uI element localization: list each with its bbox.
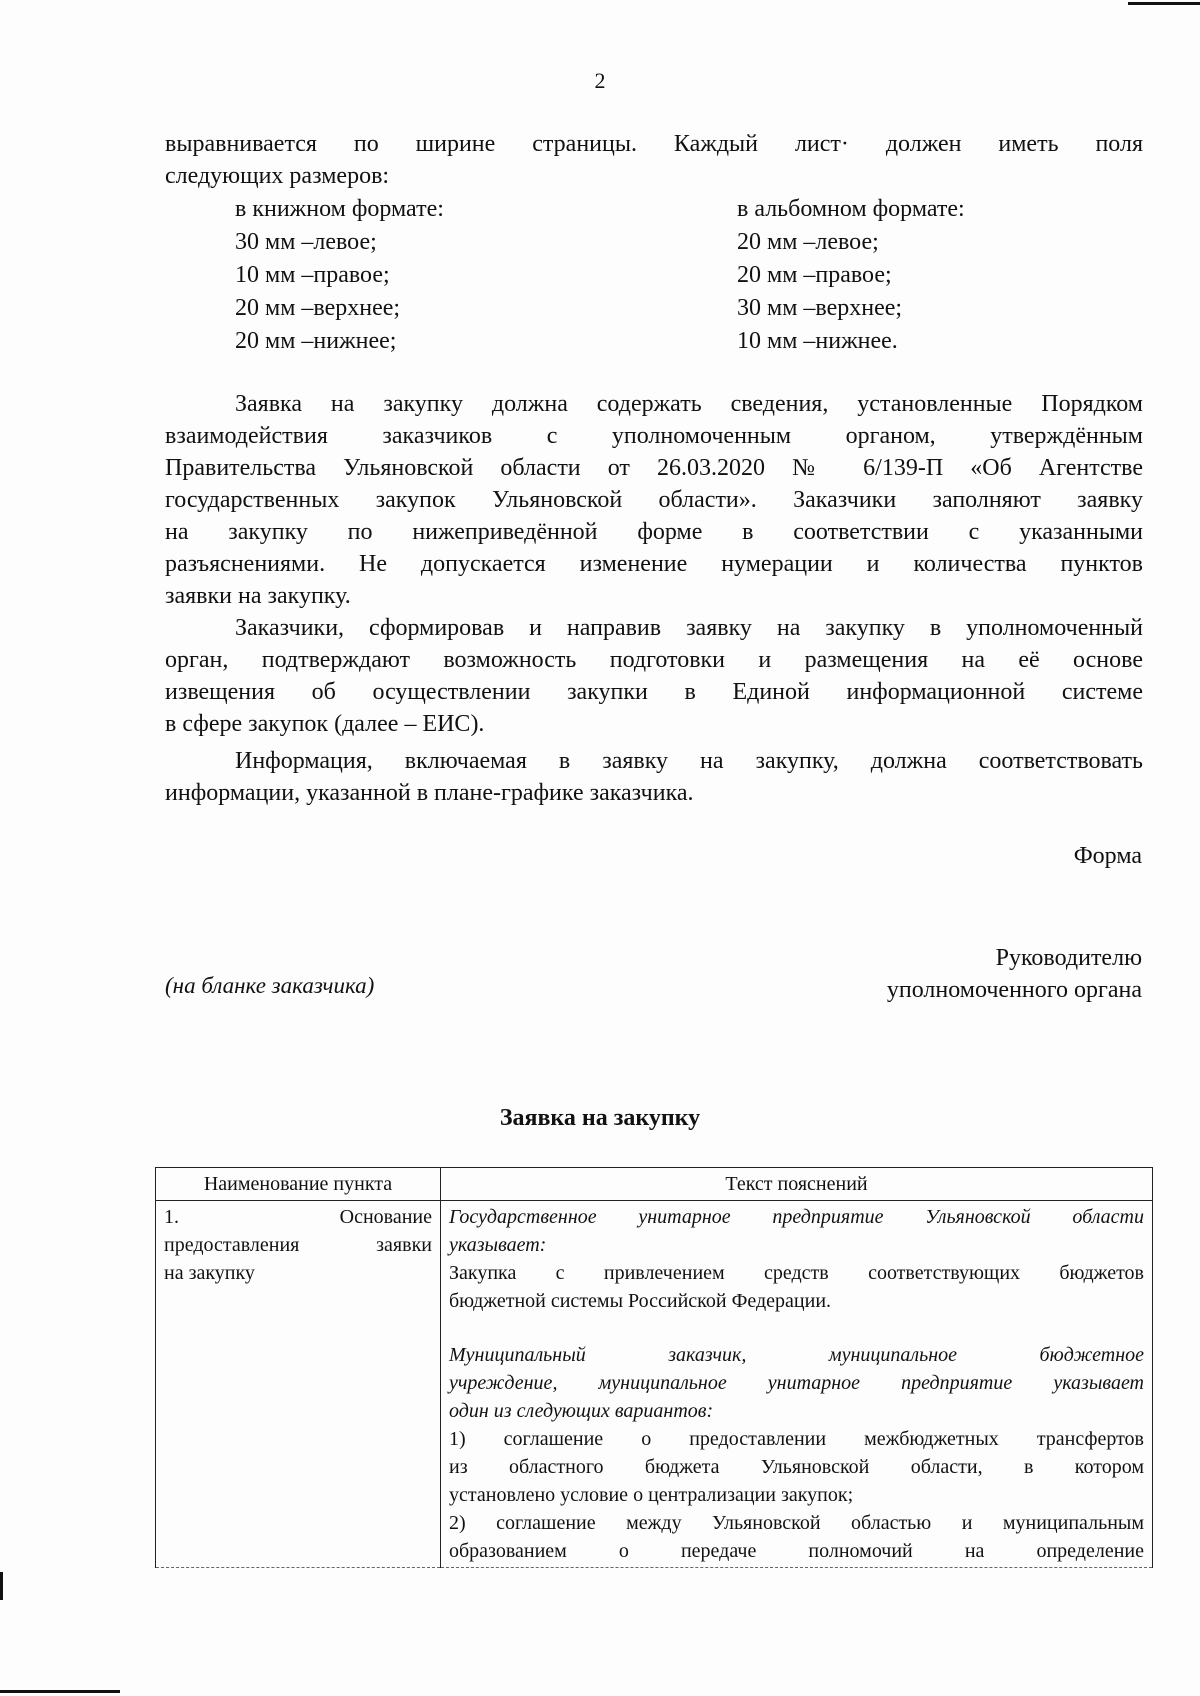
intro-line-1: выравнивается по ширине страницы. Каждый лист· должен иметь поля [165, 131, 1143, 157]
document-title: Заявка на закупку [499, 1105, 701, 1131]
paragraph-line: в сфере закупок (далее – ЕИС). [165, 711, 485, 737]
paragraph-line: Заказчики, сформировав и направив заявку на закупку в уполномоченный [235, 615, 1143, 641]
explanation-line: указывает: [449, 1234, 547, 1256]
landscape-item: 20 мм –левое; [737, 229, 879, 255]
item-line: на закупку [164, 1262, 255, 1284]
addressee-line-1: Руководителю [995, 945, 1142, 971]
paragraph-line: на закупку по нижеприведённой форме в соответствии с указанными [165, 519, 1143, 545]
request-table [155, 1167, 1153, 1568]
landscape-item: 10 мм –нижнее. [737, 328, 898, 354]
portrait-item: 20 мм –верхнее; [235, 295, 401, 321]
paragraph-line: взаимодействия заказчиков с уполномоченным органом, утверждённым [165, 423, 1143, 449]
portrait-item: 20 мм –нижнее; [235, 328, 397, 354]
landscape-item: 30 мм –верхнее; [737, 295, 903, 321]
portrait-item: 10 мм –правое; [235, 262, 390, 288]
item-name-cell [156, 1201, 441, 1568]
page-number: 2 [594, 68, 606, 93]
explanation-cell [441, 1201, 1153, 1568]
paragraph-line: государственных закупок Ульяновской области». Заказчики заполняют заявку [165, 487, 1143, 513]
form-label: Форма [1073, 843, 1142, 869]
paragraph-line: разъяснениями. Не допускается изменение нумерации и количества пунктов [165, 551, 1143, 577]
addressee-line-2: уполномоченного органа [886, 977, 1142, 1003]
item-line [164, 1203, 432, 1231]
explanation-line: бюджетной системы Российской Федерации. [449, 1290, 832, 1312]
explanation-line: один из следующих вариантов: [449, 1400, 714, 1422]
paragraph-line: орган, подтверждают возможность подготовки и размещения на её основе [165, 647, 1143, 673]
table-row [156, 1201, 1153, 1568]
item-word: Основание [339, 1206, 432, 1228]
item-line [164, 1231, 432, 1259]
portrait-item: 30 мм –левое; [235, 229, 377, 255]
paragraph-line: заявки на закупку. [165, 583, 351, 609]
addressee [887, 942, 1142, 1006]
scan-artifact [0, 1690, 120, 1693]
explanation-line: Муниципальный заказчик, муниципальное бюджетное [449, 1344, 1144, 1366]
header-explanation: Текст пояснений [441, 1168, 1153, 1201]
table-header-row [156, 1168, 1153, 1201]
explanation-line: 2) соглашение между Ульяновской областью и муниципальным [449, 1512, 1144, 1534]
spacer [449, 1315, 1144, 1341]
paragraph-line: Информация, включаемая в заявку на закупку, должна соответствовать [235, 748, 1143, 774]
item-word: заявки [376, 1234, 432, 1256]
landscape-item: 20 мм –правое; [737, 262, 892, 288]
paragraph-line: извещения об осуществлении закупки в Единой информационной системе [165, 679, 1143, 705]
explanation-line: установлено условие о централизации закупок; [449, 1484, 854, 1506]
item-number: 1. [164, 1206, 179, 1228]
explanation-line: 1) соглашение о предоставлении межбюджетных трансфертов [449, 1428, 1144, 1450]
paragraph-line: информации, указанной в плане-графике заказчика. [165, 780, 694, 806]
portrait-heading: в книжном формате: [235, 196, 444, 222]
intro-line-2: следующих размеров: [165, 163, 390, 189]
explanation-line: Закупка с привлечением средств соответствующих бюджетов [449, 1262, 1144, 1284]
header-item-name: Наименование пункта [156, 1168, 441, 1201]
scan-artifact [1128, 2, 1200, 5]
explanation-line: из областного бюджета Ульяновской области, в котором [449, 1456, 1144, 1478]
explanation-line: образованием о передаче полномочий на определение [449, 1540, 1144, 1562]
paragraph-line: Правительства Ульяновской области от 26.03.2020 № 6/139-П «Об Агентстве [165, 455, 1143, 481]
blank-note: (на бланке заказчика) [165, 973, 375, 998]
explanation-line: Государственное унитарное предприятие Ульяновской области [449, 1206, 1144, 1228]
scan-artifact [0, 1572, 3, 1600]
item-word: предоставления [164, 1234, 300, 1256]
paragraph-line: Заявка на закупку должна содержать сведения, установленные Порядком [235, 391, 1143, 417]
explanation-line: учреждение, муниципальное унитарное предприятие указывает [449, 1372, 1144, 1394]
landscape-heading: в альбомном формате: [737, 196, 965, 222]
